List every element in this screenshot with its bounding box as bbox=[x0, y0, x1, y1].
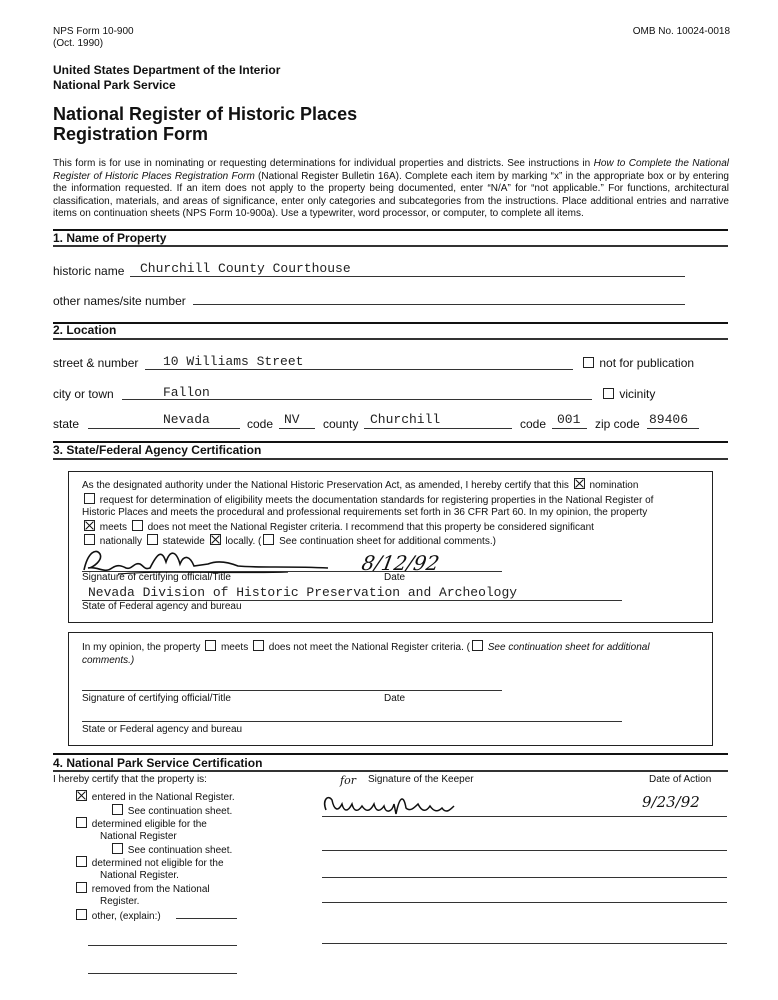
intro-text-2: (National Register Bulletin 16A). Complete each item by marking “x” in the appropriate box or by entering the information requested. If an item does not apply to the property being documented, enter “N/A” for “not applicable.” For functions, architectural classification, materials, and areas of significance, enter only categories and subcategories from the instructions. Place additional entries and narrative items on continuation sheets (NPS Form 10-900a). Use a typewriter, word processor, or computer, to complete all items. bbox=[53, 170, 729, 219]
date2-label: Date bbox=[384, 693, 406, 704]
entered-label: entered in the National Register. bbox=[91, 792, 235, 803]
option-other[interactable] bbox=[74, 909, 161, 922]
county-code-field[interactable]: 001 bbox=[557, 412, 581, 427]
intro-text-1: This form is for use in nominating or requesting determinations for individual properties and districts. See instructions in bbox=[53, 158, 594, 169]
entered-continuation-checkbox[interactable] bbox=[112, 804, 123, 815]
section3-heading: 3. State/Federal Agency Certification bbox=[53, 443, 262, 457]
opinion-text bbox=[82, 640, 682, 667]
option-entered[interactable] bbox=[74, 790, 235, 818]
state-field[interactable]: Nevada bbox=[163, 412, 210, 427]
other-line-1 bbox=[176, 918, 237, 919]
other-line-2 bbox=[88, 945, 237, 946]
keeper-line-2 bbox=[322, 850, 727, 851]
meets-checkbox[interactable] bbox=[84, 520, 95, 531]
vicinity[interactable] bbox=[601, 387, 655, 401]
street-line bbox=[145, 369, 573, 370]
section4-rule bbox=[53, 753, 728, 755]
not-for-publication-label: not for publication bbox=[599, 356, 695, 370]
city-field[interactable]: Fallon bbox=[163, 385, 210, 400]
not-meet-checkbox[interactable] bbox=[132, 520, 143, 531]
historic-name-field[interactable]: Churchill County Courthouse bbox=[140, 261, 351, 276]
zip-label: zip code bbox=[595, 417, 640, 431]
certification-text bbox=[82, 478, 672, 549]
vicinity-label: vicinity bbox=[619, 387, 656, 401]
vicinity-checkbox[interactable] bbox=[603, 388, 614, 399]
street-field[interactable]: 10 Williams Street bbox=[163, 354, 304, 369]
section4-heading: 4. National Park Service Certification bbox=[53, 756, 263, 770]
nationally-label: nationally bbox=[99, 536, 143, 547]
meets-label: meets bbox=[99, 521, 128, 533]
agency2-line bbox=[82, 721, 622, 722]
not-eligible-label-1: determined not eligible for the bbox=[91, 858, 224, 869]
state-line bbox=[88, 428, 240, 429]
entered-checkbox[interactable] bbox=[76, 790, 87, 801]
eligible-checkbox[interactable] bbox=[76, 817, 87, 828]
nomination-checkbox[interactable] bbox=[574, 478, 585, 489]
omb-number: OMB No. 10024-0018 bbox=[632, 26, 730, 37]
city-label: city or town bbox=[53, 387, 114, 401]
section1-underline bbox=[53, 245, 728, 247]
keeper-line-5 bbox=[322, 943, 727, 944]
other-names-label: other names/site number bbox=[53, 294, 186, 308]
intro-paragraph bbox=[53, 158, 729, 221]
county-line bbox=[364, 428, 512, 429]
keeper-line-4 bbox=[322, 902, 727, 903]
other-checkbox[interactable] bbox=[76, 909, 87, 920]
nomination-label: nomination bbox=[589, 480, 639, 491]
locally-label: locally. ( bbox=[225, 536, 262, 547]
section2-rule bbox=[53, 322, 728, 324]
entered-continuation-label: See continuation sheet. bbox=[127, 806, 233, 817]
opinion-meets-label: meets bbox=[220, 642, 249, 653]
historic-name-label: historic name bbox=[53, 264, 125, 278]
opinion-text-a: In my opinion, the property bbox=[82, 642, 201, 653]
state-code-line bbox=[279, 428, 315, 429]
other-label: other, (explain:) bbox=[91, 911, 161, 922]
date1-label: Date bbox=[384, 572, 406, 583]
county-code-label: code bbox=[520, 417, 547, 431]
opinion-continuation-label: See continuation sheet for additional comments.) bbox=[82, 642, 650, 666]
signature1-label: Signature of certifying official/Title bbox=[82, 572, 231, 583]
removed-checkbox[interactable] bbox=[76, 882, 87, 893]
opinion-not-meet-checkbox[interactable] bbox=[253, 640, 264, 651]
signature2-label: Signature of certifying official/Title bbox=[82, 693, 231, 704]
street-label: street & number bbox=[53, 356, 139, 370]
agency2-label: State or Federal agency and bureau bbox=[82, 724, 243, 735]
section2-heading: 2. Location bbox=[53, 323, 117, 337]
page-title bbox=[53, 104, 357, 144]
not-for-publication[interactable] bbox=[581, 356, 694, 370]
county-label: county bbox=[323, 417, 359, 431]
form-id: NPS Form 10-900 bbox=[53, 26, 134, 37]
title-line-2: Registration Form bbox=[53, 124, 209, 144]
other-line-3 bbox=[88, 973, 237, 974]
continuation-label: See continuation sheet for additional comments.) bbox=[279, 536, 496, 547]
department: United States Department of the Interior bbox=[53, 63, 281, 77]
cert-text-b: request for determination of eligibility meets the documentation standards for registering properties in the National Register of Historic Places and meets the procedural and professional requirements set forth in 36 CFR Part 60. In my opinion, the property bbox=[82, 494, 654, 518]
statewide-label: statewide bbox=[162, 536, 205, 547]
cert-text-a: As the designated authority under the National Historic Preservation Act, as amended, I hereby certify that this bbox=[82, 480, 569, 491]
not-meet-label: does not meet the National Register criteria. I recommend that this property be considered significant bbox=[147, 521, 594, 533]
state-code-label: code bbox=[247, 417, 274, 431]
keeper-line-3 bbox=[322, 877, 727, 878]
section4-underline bbox=[53, 770, 728, 772]
agency-block bbox=[53, 63, 280, 93]
zip-line bbox=[647, 428, 699, 429]
county-code-line bbox=[552, 428, 587, 429]
zip-field[interactable]: 89406 bbox=[649, 412, 689, 427]
form-id-block bbox=[53, 26, 134, 50]
state-code-field[interactable]: NV bbox=[284, 412, 300, 427]
date-of-action-label: Date of Action bbox=[649, 774, 712, 785]
option-removed[interactable] bbox=[74, 882, 210, 908]
for-handwritten: for bbox=[340, 774, 356, 787]
opinion-meets-checkbox[interactable] bbox=[205, 640, 216, 651]
other-names-line bbox=[193, 304, 685, 305]
request-checkbox[interactable] bbox=[84, 493, 95, 504]
signature2-line bbox=[82, 690, 502, 691]
opinion-not-label: does not meet the National Register criteria. ( bbox=[268, 642, 470, 653]
historic-name-line bbox=[130, 276, 685, 277]
not-for-publication-checkbox[interactable] bbox=[583, 357, 594, 368]
certify-label: I hereby certify that the property is: bbox=[53, 774, 207, 785]
title-line-1: National Register of Historic Places bbox=[53, 104, 358, 124]
removed-label-2: Register. bbox=[100, 896, 140, 907]
service: National Park Service bbox=[53, 78, 176, 92]
form-date: (Oct. 1990) bbox=[53, 38, 104, 49]
county-field[interactable]: Churchill bbox=[370, 412, 441, 427]
section2-underline bbox=[53, 338, 728, 340]
eligible-continuation-checkbox[interactable] bbox=[112, 843, 123, 854]
intro-reference: How to Complete the National Register of Historic Places Registration Form bbox=[53, 158, 730, 182]
agency-field[interactable]: Nevada Division of Historic Preservation and Archeology bbox=[88, 585, 518, 600]
keeper-line-1 bbox=[322, 816, 727, 817]
keeper-label: Signature of the Keeper bbox=[368, 774, 474, 785]
option-eligible[interactable] bbox=[74, 817, 232, 857]
eligible-label-1: determined eligible for the bbox=[91, 819, 207, 830]
section3-underline bbox=[53, 458, 728, 460]
not-eligible-label-2: National Register. bbox=[100, 870, 179, 881]
agency-label: State of Federal agency and bureau bbox=[82, 601, 242, 612]
opinion-continuation-checkbox[interactable] bbox=[472, 640, 483, 651]
action-date[interactable]: 9/23/92 bbox=[642, 793, 700, 811]
eligible-continuation-label: See continuation sheet. bbox=[127, 845, 233, 856]
section1-heading: 1. Name of Property bbox=[53, 231, 167, 245]
state-label: state bbox=[53, 417, 80, 431]
not-eligible-checkbox[interactable] bbox=[76, 856, 87, 867]
certification-date[interactable]: 8/12/92 bbox=[359, 551, 442, 575]
option-not-eligible[interactable] bbox=[74, 856, 224, 882]
removed-label-1: removed from the National bbox=[91, 884, 210, 895]
eligible-label-2: National Register bbox=[100, 831, 177, 842]
